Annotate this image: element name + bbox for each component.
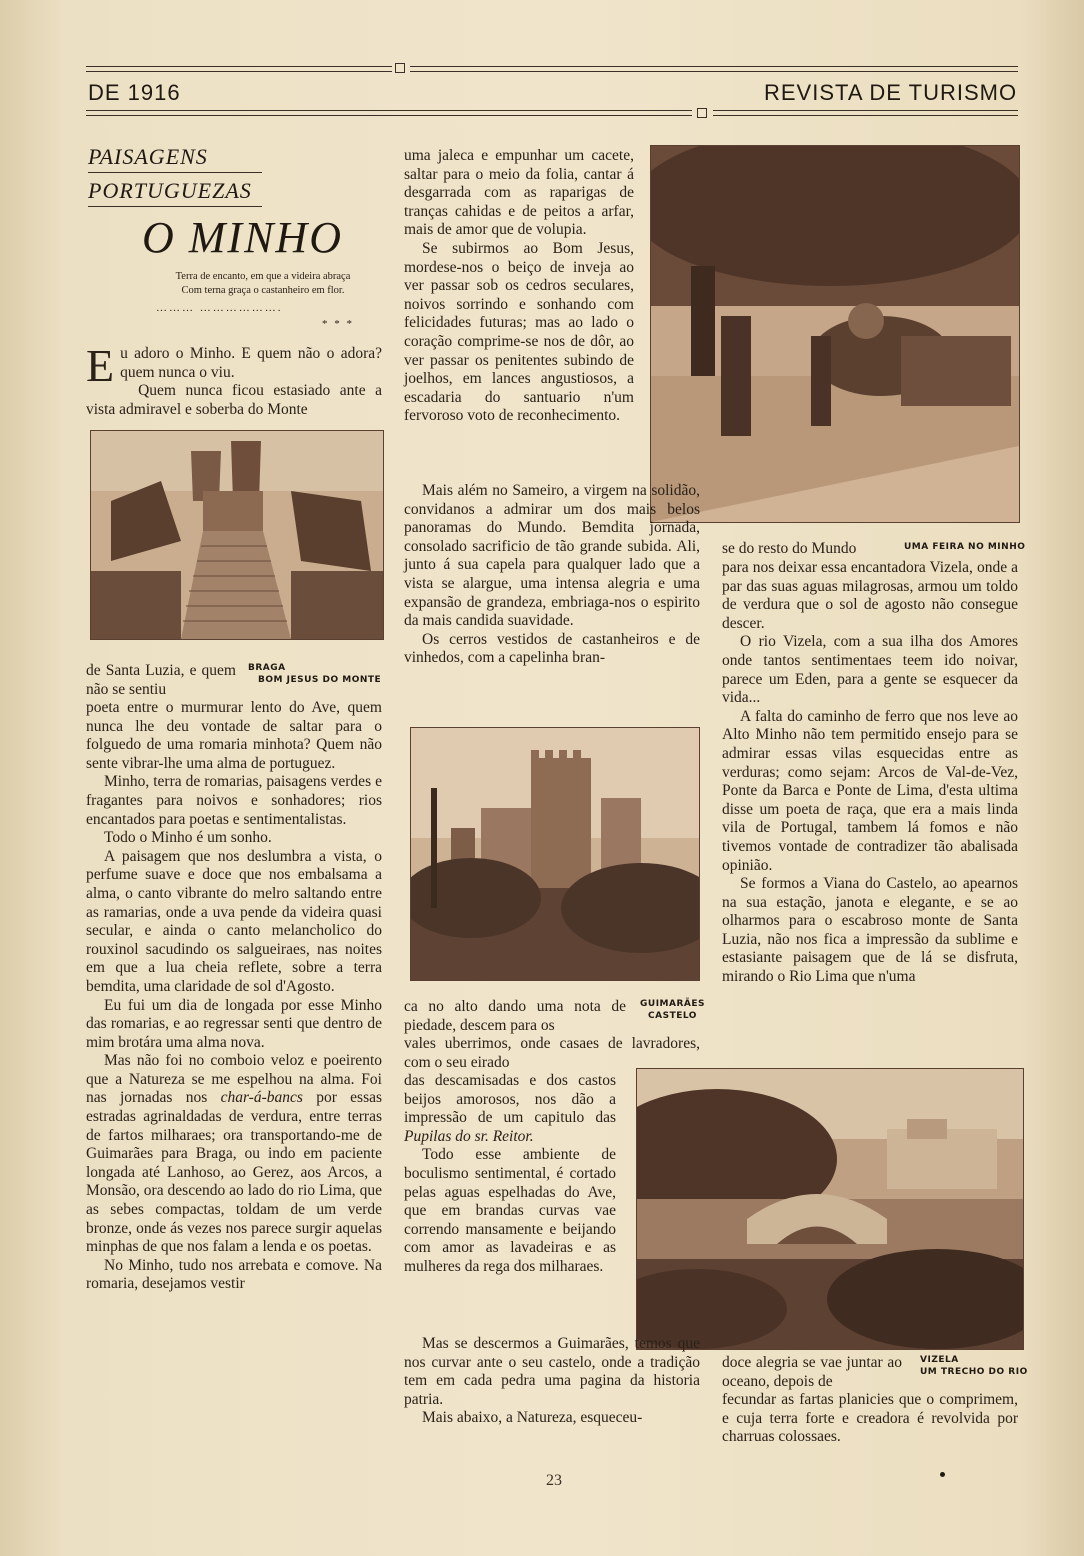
col2-paragraph-3 <box>404 482 700 631</box>
header-magazine-name: REVISTA DE TURISMO <box>764 80 1018 105</box>
header-rule-right <box>713 110 1018 116</box>
paragraph-7: Eu fui um dia de longada por esse Minho das romarias, e ao regressar senti que dentro de mim brotára uma alma nova. <box>86 996 382 1051</box>
column-2-bottom <box>404 1335 700 1428</box>
paragraph-1b: Quem nunca ficou estasiado ante a vista admiravel e soberba do Monte <box>86 382 382 418</box>
river-illustration <box>637 1069 1023 1349</box>
col2-paragraph-2: Se subirmos ao Bom Jesus, mordese-nos o beiço de inveja ao ver passar sob os cedros seculares, noivos sorrindo e sonhando com felicidades futuras; mas ao lado o coração comprime-se nos de dôr, ao ver passar os penitentes subindo de joelhos, em lances angustiosos, a escadaria do santuario n'um fervoroso voto de reconhecimento. <box>404 239 634 425</box>
paragraph-1-text-a: u adoro o Minho. E quem não o adora? quem nunca o viu. <box>120 345 382 381</box>
epigraph-line-1: Terra de encanto, em que a videira abraça <box>175 271 351 282</box>
article-title: O MINHO <box>142 213 343 262</box>
col3-paragraph-1b: para nos deixar essa encantadora Vizela, onde a par das suas aguas milagrosas, armou um toldo de verdura que o sol de agosto não consegue descer. <box>722 559 1018 632</box>
paragraph-5: Todo o Minho é um sonho. <box>104 829 272 847</box>
col2-paragraph-7-text: das descamisadas e dos castos beijos amorosos, nos dão a impressão de um capitulo das <box>404 1072 616 1127</box>
caption-braga-line-1: BRAGA <box>248 663 286 673</box>
column-2-wide <box>404 482 700 668</box>
page-number: 23 <box>546 1472 562 1489</box>
drop-cap: E <box>86 340 115 391</box>
paragraph-6: A paisagem que nos deslumbra a vista, o perfume suave e doce que nos embalsama a alma, o canto vibrante do melro saltando entre as ramarias, onde a uva pende da videira quasi secular, e ainda o canto melancholico do rouxinol sacudindo os salgueiraes, nas noites em que a lua cheia reflete, sobre a terra bemdita, uma claridade de sol d'Agosto. <box>86 847 382 995</box>
caption-vizela-line-1: VIZELA <box>920 1355 959 1365</box>
column-2-narrow <box>404 1072 616 1277</box>
column-1-bottom <box>86 699 382 1294</box>
col3-paragraph-2: O rio Vizela, com a sua ilha dos Amores onde tantos sentimentaes teem ido noivar, parece um Eden, para a gente se esquecer da vida... <box>722 633 1018 707</box>
column-3-main <box>722 559 1018 987</box>
end-mark <box>940 1472 945 1477</box>
column-3-end <box>722 1391 1018 1447</box>
column-1-top <box>86 340 382 419</box>
paragraph-8-text-b: por essas estradas agrinaldadas de verdura, entre terras de fartos milharaes; ora transportando-me de Guimarães para Braga, ou indo em paciente longada até Lanhoso, ao Gerez, aos Arcos, a Monsão, ora descendo ao lado do rio Lima, que as sebes compactas, toldam de um verde bronze, onde ás vezes nos parece surgir aquelas minphas de que nos falam a lenda e os poetas. <box>86 1089 383 1256</box>
column-1-middle <box>86 662 236 699</box>
column-3-caption-row <box>722 540 898 559</box>
caption-braga-line-2: BOM JESUS DO MONTE <box>258 675 382 685</box>
caption-guimaraes-line-2: CASTELO <box>648 1011 697 1021</box>
header-date: DE 1916 <box>88 80 181 105</box>
caption-guimaraes <box>640 998 705 1022</box>
col2-paragraph-10: Mais abaixo, a Natureza, esqueceu- <box>422 1409 643 1427</box>
column-2-caption-row <box>404 998 626 1035</box>
photo-braga-bom-jesus <box>90 430 384 640</box>
epigraph-line-2: Com terna graça o castanheiro em flor. <box>181 285 345 296</box>
paragraph-1 <box>86 340 382 391</box>
paragraph-3: poeta entre o murmurar lento do Ave, quem nunca lhe deu vontade de saltar para o folguedo de uma romaria minhota? Quem não sente vibrar-lhe uma alma de portuguez. <box>86 699 382 772</box>
paragraph-8-emphasis: char-á-bancs <box>220 1089 303 1107</box>
paragraph-4: Minho, terra de romarias, paisagens verdes e fragantes para noivos e sonhadores; rios encantados para poetas e sentimentalistas. <box>86 773 382 828</box>
caption-vizela-line-2: UM TRECHO DO RIO <box>920 1367 1028 1377</box>
section-title-underline-2 <box>88 206 262 207</box>
col3-paragraph-3: A falta do caminho de ferro que nos leve ao Alto Minho não tem permitido ensejo para se admirar essas vilas esquecidas entre as verduras; como sejam: Arcos de Val-de-Vez, Ponte da Barca e Ponte de Lima, d'esta ultima disse um poeta de raça, que era a mais linda vila de Portugal, tambem lá fomos e não tivemos vontade de contradizer tão abalisada opinião. <box>722 707 1018 874</box>
epigraph <box>140 270 386 298</box>
section-title-2: PORTUGUEZAS <box>88 178 252 203</box>
top-rule-left <box>86 66 392 72</box>
bom-jesus-illustration <box>91 431 383 639</box>
top-rule-right <box>410 66 1018 72</box>
section-title-underline-1 <box>88 172 262 173</box>
epigraph-dots: ……… ………………. <box>156 302 283 314</box>
col3-paragraph-1a: se do resto do Mundo <box>722 540 857 557</box>
col2-paragraph-6: vales uberrimos, onde casaes de lavradores, com o seu eirado <box>404 1035 700 1071</box>
header-rule-ornament <box>697 108 707 118</box>
paragraph-8 <box>86 1052 382 1257</box>
paragraph-8-text-a: Mas não foi no comboio veloz e poeirento que a Natureza se me espelhou na alma. Foi nas jornadas nos <box>86 1052 382 1107</box>
section-title-1: PAISAGENS <box>88 144 208 169</box>
paragraph-2: de Santa Luzia, e quem não se sentiu <box>86 662 236 698</box>
col2-paragraph-4: Os cerros vestidos de castanheiros e de vinhedos, com a capelinha bran- <box>404 630 700 667</box>
caption-guimaraes-line-1: GUIMARÃES <box>640 999 705 1009</box>
col2-paragraph-9: Mas se descermos a Guimarães, temos que nos curvar ante o seu castelo, onde a tradição tem em cada pedra uma pagina da historia patria. <box>404 1335 700 1408</box>
paragraph-9: No Minho, tudo nos arrebata e comove. Na romaria, desejamos vestir <box>86 1256 382 1293</box>
section-stars: * * * <box>322 318 354 330</box>
caption-feira: UMA FEIRA NO MINHO <box>904 542 1026 552</box>
photo-vizela-rio <box>636 1068 1024 1350</box>
col2-paragraph-3-text: Mais além no Sameiro, a virgem na solidão, convidanos a admirar um dos mais belos panoramas do Mundo. Bemdita jornada, consolado sacrificio de tão grande subida. Ali, junto á sua capela para qualquer lado que a vista se alargue, uma intensa alegria e uma expansão de grandeza, embriaga-nos o espirito da mais candida suavidade. <box>404 482 700 630</box>
top-rule-ornament <box>395 63 405 73</box>
col3-paragraph-4: Se formos a Viana do Castelo, ao apearnos na sua estação, janota e elegante, e se ao olharmos para o escabroso monte de Santa Luzia, não nos fica a impressão da sublime e estasiante paisagem que de lá se disfruta, mirando o Rio Lima que n'uma <box>722 875 1018 986</box>
col3-paragraph-5a: doce alegria se vae juntar ao oceano, depois de <box>722 1354 902 1390</box>
photo-guimaraes-castelo <box>410 727 700 981</box>
column-2-wide-2 <box>404 1035 700 1072</box>
caption-vizela <box>920 1354 1028 1378</box>
col2-paragraph-8: Todo esse ambiente de boculismo sentimental, é cortado pelas aguas espelhadas do Ave, que em brandas curvas vae correndo mansamente e beijando com amor as lavadeiras e as mulheres da rega dos milharaes. <box>404 1146 616 1275</box>
col2-paragraph-1: uma jaleca e empunhar um cacete, saltar para o meio da folia, cantar á desgarrada com as raparigas de tranças cahidas e de peitos a arfar, mais de amor que de volupia. <box>404 147 634 239</box>
col2-paragraph-5: ca no alto dando uma nota de piedade, descem para os <box>404 998 626 1034</box>
column-3-bottom-caption-row <box>722 1354 902 1391</box>
header-rule-left <box>86 110 692 116</box>
column-2-top <box>404 147 634 426</box>
photo-feira-minho <box>650 145 1020 523</box>
caption-braga <box>248 662 381 686</box>
col2-paragraph-7-emphasis: Pupilas do sr. Reitor. <box>404 1127 534 1145</box>
col2-paragraph-7 <box>404 1072 616 1146</box>
castle-illustration <box>411 728 699 980</box>
market-illustration <box>651 146 1019 522</box>
col3-paragraph-5b: fecundar as fartas planicies que o comprimem, e cuja terra forte e creadora é revolvida por charruas colossaes. <box>722 1391 1018 1446</box>
